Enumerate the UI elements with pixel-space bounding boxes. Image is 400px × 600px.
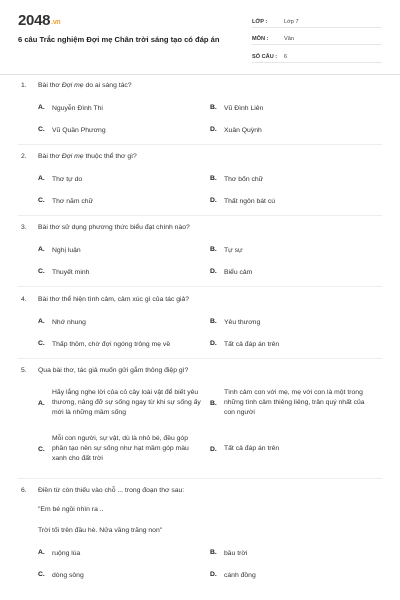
question-number: 6.	[21, 487, 27, 494]
option-d[interactable]	[210, 571, 256, 581]
option-d[interactable]	[210, 444, 376, 454]
option-letter: A.	[38, 549, 45, 556]
option-text: cánh đồng	[224, 572, 256, 579]
option-text: Thấp thỏm, chờ đợi ngóng trông mẹ về	[52, 341, 171, 348]
option-a[interactable]	[38, 318, 86, 328]
option-letter: B.	[210, 104, 217, 111]
option-letter: B.	[210, 246, 217, 253]
question-text	[38, 153, 378, 160]
question-number: 4.	[21, 296, 27, 303]
option-text: dòng sông	[52, 572, 84, 579]
option-letter: C.	[38, 197, 45, 204]
header	[0, 0, 400, 74]
option-a[interactable]	[38, 175, 82, 185]
option-b[interactable]	[210, 388, 376, 418]
option-c[interactable]	[38, 434, 204, 464]
option-letter: B.	[210, 549, 217, 556]
option-d[interactable]	[210, 197, 275, 207]
info-row-grade	[252, 14, 382, 28]
option-c[interactable]	[38, 571, 84, 581]
question-number: 3.	[21, 224, 27, 231]
option-b[interactable]	[210, 104, 263, 114]
option-letter: D.	[210, 571, 217, 578]
option-text: Biểu cảm	[224, 269, 253, 276]
option-text: Tình cảm con với mẹ, mẹ với con là một trong những tình cảm thiêng liêng, trân quý nhất của con người	[224, 389, 365, 416]
info-label: LỚP :	[252, 18, 268, 25]
option-text: Thơ bốn chữ	[224, 176, 264, 183]
option-text: ruộng lúa	[52, 550, 81, 557]
option-text: Nhớ nhung	[52, 319, 86, 326]
question-text	[38, 82, 378, 89]
option-b[interactable]	[210, 318, 260, 328]
option-letter: B.	[210, 318, 217, 325]
info-value: Lớp 7	[284, 18, 299, 25]
option-d[interactable]	[210, 126, 262, 136]
question-divider	[18, 478, 382, 479]
page-title: 6 câu Trắc nghiệm Đợi mẹ Chân trời sáng tạo có đáp án	[18, 35, 220, 44]
option-letter: B.	[210, 399, 217, 407]
question-text: Bài thơ thể hiện tình cảm, cảm xúc gì của tác giả?	[38, 296, 190, 303]
option-letter: D.	[210, 445, 217, 453]
question-divider	[18, 144, 382, 145]
question-text: Qua bài thơ, tác giả muốn gửi gắm thông điệp gì?	[38, 367, 189, 374]
option-text: Hãy lắng nghe lời của cỏ cây loài vật để biết yêu thương, nâng đỡ sự sống ngay từ khi sự sống ấy mới là những mầm sống	[52, 389, 201, 416]
info-label: MÔN :	[252, 36, 269, 42]
option-a[interactable]	[38, 388, 204, 418]
option-text: Tất cả đáp án trên	[224, 445, 280, 452]
info-label: SỐ CÂU :	[252, 53, 278, 60]
question-divider	[18, 286, 382, 287]
poem-line: Trời tối trên đầu hè. Nửa vầng trăng non"	[38, 527, 163, 534]
question-number: 2.	[21, 153, 27, 160]
option-letter: C.	[38, 340, 45, 347]
option-text: Yêu thương	[224, 319, 261, 326]
option-letter: B.	[210, 175, 217, 182]
option-text: Tự sự	[224, 247, 243, 254]
question-text-italic: Đợi mẹ	[61, 82, 84, 89]
option-b[interactable]	[210, 246, 243, 256]
option-text: Thơ tự do	[52, 176, 83, 183]
option-letter: D.	[210, 268, 217, 275]
option-a[interactable]	[38, 246, 81, 256]
option-letter: C.	[38, 268, 45, 275]
option-letter: C.	[38, 126, 45, 133]
option-letter: D.	[210, 340, 217, 347]
option-text: Vũ Quần Phương	[52, 127, 106, 134]
option-c[interactable]	[38, 340, 170, 350]
option-c[interactable]	[38, 126, 106, 136]
option-letter: A.	[38, 399, 45, 407]
option-letter: D.	[210, 197, 217, 204]
option-letter: A.	[38, 104, 45, 111]
option-text: Nghị luận	[52, 247, 81, 254]
option-a[interactable]	[38, 549, 80, 559]
info-row-subject	[252, 32, 382, 46]
option-c[interactable]	[38, 268, 89, 278]
option-letter: D.	[210, 126, 217, 133]
logo-suffix: .vn	[51, 19, 61, 26]
question-text-part: Bài thơ	[38, 153, 62, 160]
header-divider	[0, 74, 400, 75]
option-letter: A.	[38, 175, 45, 182]
info-value: Văn	[284, 36, 294, 42]
question-number: 1.	[21, 82, 27, 89]
question-text-part: do ai sáng tác?	[83, 82, 132, 89]
option-text: Mỗi con người, sự vật, dù là nhỏ bé, đều góp phần tạo nên sự sống như hạt mầm góp màu xanh cho đất trời	[52, 435, 189, 462]
option-text: Thơ năm chữ	[52, 198, 94, 205]
option-c[interactable]	[38, 197, 93, 207]
info-value: 6	[284, 53, 288, 60]
option-text: Thất ngôn bát cú	[224, 198, 276, 205]
option-letter: A.	[38, 246, 45, 253]
option-text: Tất cả đáp án trên	[224, 341, 280, 348]
option-text: Vũ Đình Liên	[224, 105, 264, 112]
question-text-part: Bài thơ	[38, 82, 62, 89]
option-letter: C.	[38, 445, 45, 453]
option-d[interactable]	[210, 340, 279, 350]
option-b[interactable]	[210, 175, 263, 185]
info-panel	[252, 14, 382, 67]
question-text-part: thuộc thể thơ gì?	[83, 153, 137, 160]
option-a[interactable]	[38, 104, 103, 114]
option-text: Xuân Quỳnh	[224, 127, 262, 134]
option-text: Nguyễn Đình Thi	[52, 105, 103, 112]
question-text: Điền từ còn thiếu vào chỗ ... trong đoạn thơ sau:	[38, 487, 185, 494]
question-number: 5.	[21, 367, 27, 374]
option-text: bầu trời	[224, 550, 248, 557]
option-letter: C.	[38, 571, 45, 578]
question-divider	[18, 215, 382, 216]
info-row-question-count	[252, 49, 382, 63]
option-b[interactable]	[210, 549, 247, 559]
question-text: Bài thơ sử dụng phương thức biểu đạt chính nào?	[38, 224, 190, 231]
logo-main: 2048	[18, 12, 51, 29]
question-text-italic: Đợi mẹ	[61, 153, 84, 160]
question-divider	[18, 358, 382, 359]
option-d[interactable]	[210, 268, 252, 278]
poem-line: "Em bé ngồi nhìn ra ..	[38, 506, 104, 513]
site-logo[interactable]	[18, 12, 60, 29]
option-letter: A.	[38, 318, 45, 325]
option-text: Thuyết minh	[52, 269, 90, 276]
